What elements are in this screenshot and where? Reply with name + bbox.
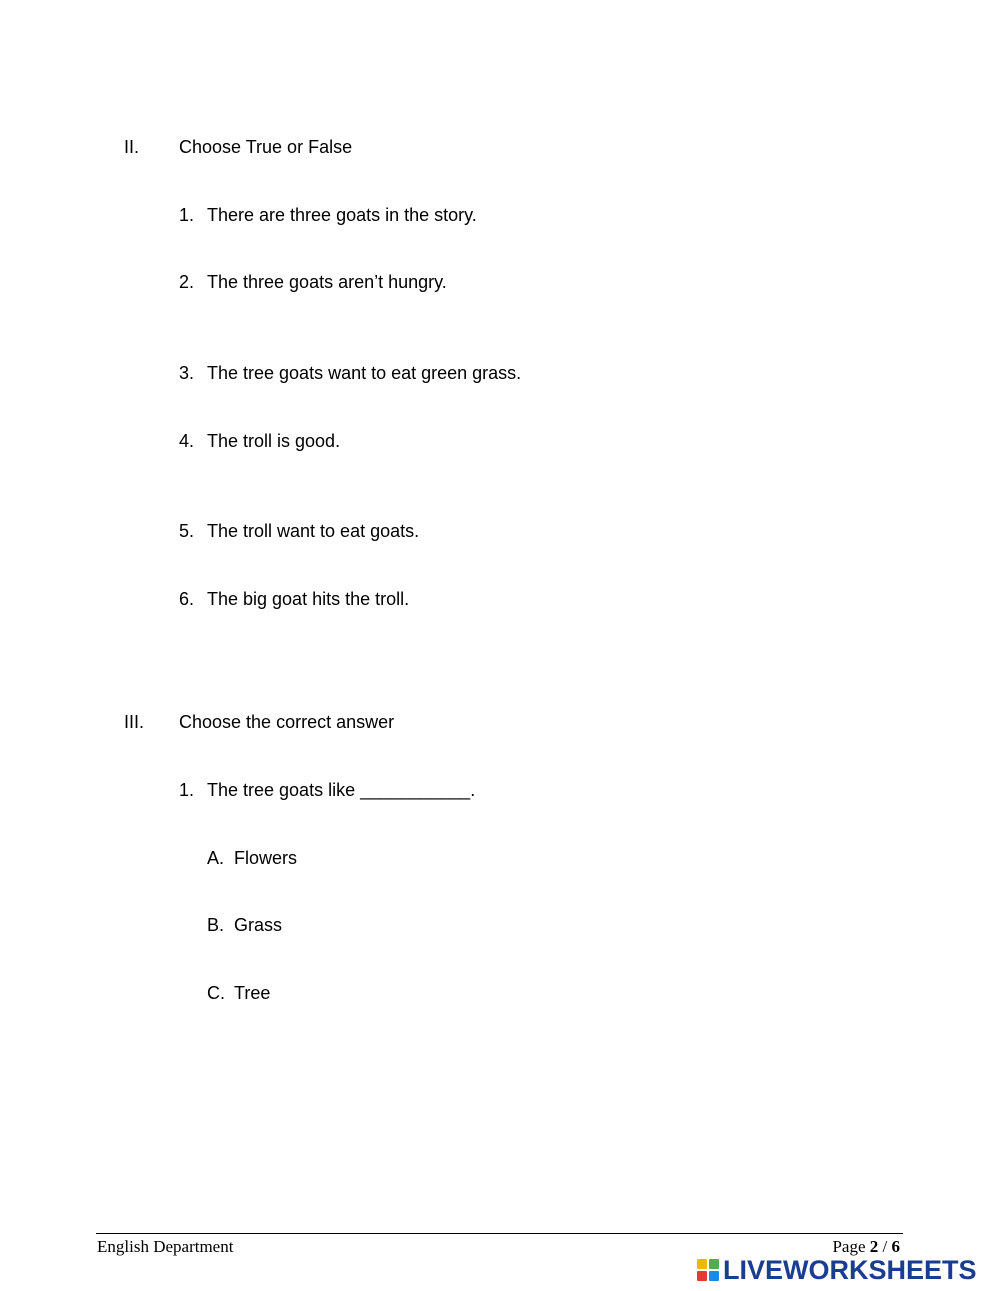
option-letter: B. (207, 915, 225, 935)
logo-blocks-icon (697, 1259, 719, 1281)
logo-block (709, 1271, 719, 1281)
item-text: The troll is good. (207, 431, 341, 451)
option-letter: C. (207, 983, 225, 1003)
item-text: The troll want to eat goats. (207, 521, 420, 541)
section-2-title: Choose True or False (179, 137, 353, 157)
option-text: Flowers (234, 848, 298, 868)
item-number: 1. (179, 205, 195, 225)
item-number: 4. (179, 431, 195, 451)
item-number: 6. (179, 589, 195, 609)
logo-block (697, 1271, 707, 1281)
page-total: 6 (891, 1237, 900, 1256)
item-text: The tree goats want to eat green grass. (207, 363, 522, 383)
question-number: 1. (179, 780, 195, 800)
page-current: 2 (869, 1237, 879, 1256)
page-separator: / (882, 1237, 888, 1256)
footer-department: English Department (97, 1237, 234, 1256)
option-letter: A. (207, 848, 225, 868)
option-text: Grass (234, 915, 283, 935)
logo-text: LIVEWORKSHEETS (723, 1254, 977, 1285)
page-prefix: Page (832, 1237, 866, 1256)
question-text: The tree goats like ___________. (207, 780, 476, 800)
logo-block (697, 1259, 707, 1269)
section-3-title: Choose the correct answer (179, 712, 395, 732)
logo-block (709, 1259, 719, 1269)
option-text: Tree (234, 983, 271, 1003)
item-number: 5. (179, 521, 195, 541)
item-text: The three goats aren’t hungry. (207, 272, 447, 292)
section-3-numeral: III. (124, 712, 145, 732)
item-text: There are three goats in the story. (207, 205, 477, 225)
item-number: 3. (179, 363, 195, 383)
liveworksheets-logo (697, 1256, 977, 1284)
footer-divider (96, 1233, 903, 1234)
item-number: 2. (179, 272, 195, 292)
section-2-numeral: II. (124, 137, 140, 157)
item-text: The big goat hits the troll. (207, 589, 410, 609)
